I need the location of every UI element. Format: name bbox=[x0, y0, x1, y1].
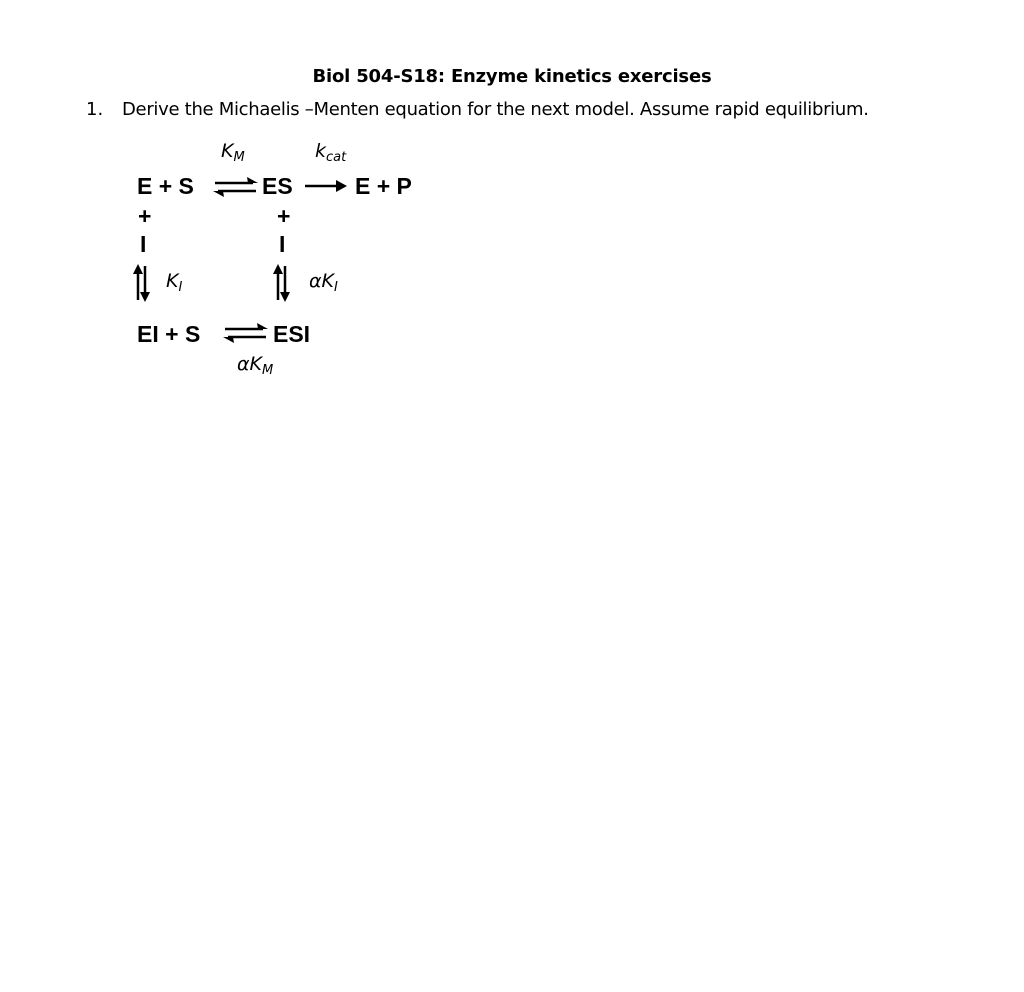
page-title: Biol 504-S18: Enzyme kinetics exercises bbox=[312, 66, 712, 87]
alpha-ki-label: $\alpha K_I$ bbox=[309, 270, 338, 295]
km-label: $K_M$ bbox=[221, 140, 245, 165]
left-inhibitor: I bbox=[140, 231, 147, 257]
question-number: 1. bbox=[86, 99, 104, 120]
es-complex: ES bbox=[262, 173, 293, 199]
forward-arrow-icon bbox=[303, 179, 349, 193]
alpha-km-label: $\alpha K_M$ bbox=[237, 353, 274, 378]
kcat-label: $k_{cat}$ bbox=[315, 140, 347, 165]
vertical-equilibrium-arrow-icon bbox=[133, 263, 151, 303]
right-plus: + bbox=[277, 203, 291, 229]
e-plus-s: E + S bbox=[137, 173, 194, 199]
right-inhibitor: I bbox=[279, 231, 286, 257]
e-plus-p: E + P bbox=[355, 173, 412, 199]
vertical-equilibrium-arrow-icon bbox=[273, 263, 291, 303]
equilibrium-arrow-icon bbox=[222, 322, 270, 344]
esi-complex: ESI bbox=[273, 321, 311, 347]
equilibrium-arrow-icon bbox=[212, 176, 260, 198]
ki-label: $K_I$ bbox=[166, 270, 183, 295]
question-text: Derive the Michaelis –Menten equation for the next model. Assume rapid equilibrium. bbox=[122, 99, 869, 120]
ei-plus-s: EI + S bbox=[137, 321, 201, 347]
left-plus: + bbox=[138, 203, 152, 229]
